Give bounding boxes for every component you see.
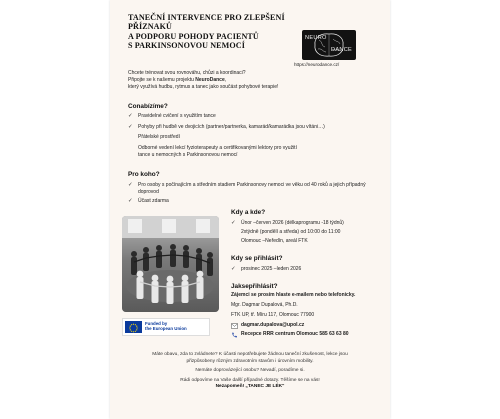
when-item-2	[231, 229, 391, 236]
intro-line-2-suffix: ,	[224, 77, 227, 84]
contact-email-row	[231, 322, 396, 329]
forwhom-item-1	[128, 182, 378, 196]
check-icon: ✓	[128, 197, 133, 204]
eu-line-2: the European Union	[145, 326, 187, 332]
dance-photo-illustration	[122, 216, 219, 312]
contact-instruction: Zájemci se prosím hlaste e-mailem nebo telefonicky.	[231, 292, 356, 298]
eu-line-1: Funded by	[145, 321, 168, 326]
contact-phone-row	[231, 331, 401, 338]
footer-block	[126, 352, 374, 391]
offer-item-1	[128, 113, 383, 120]
footer-line-5: Nezapomeň! „TANEC JE LÉK"	[215, 384, 285, 390]
eu-flag-icon	[125, 321, 142, 333]
check-icon: ✓	[231, 265, 236, 272]
contact-phone[interactable]: Recepce RRR centrum Olomouc 585 63 63 80	[241, 331, 349, 337]
forwhom-item-2-text: Účast zdarma	[138, 198, 169, 204]
when-item-3	[231, 238, 391, 245]
forwhom-heading: Pro koho?	[128, 171, 160, 178]
when-line-3: Olomouc –Neředín, areál FTK	[241, 238, 308, 244]
logo-word-right: DANCE	[331, 47, 353, 53]
title-line-2: A PODPORU POHODY PACIENTŮ	[128, 31, 259, 41]
check-icon: ✓	[231, 219, 236, 226]
when-item-1	[231, 220, 391, 227]
flyer-title	[128, 13, 328, 50]
offer-item-2-text: Pohyby při hudbě ve dvojicích (partner/partnerka, kamarád/kamarádka jsou vítáni…)	[138, 124, 325, 130]
when-line-2: 2xtýdně (pondělí a středa) od 10:00 do 11:00	[241, 229, 341, 235]
footer-line-4: Rádi odpovíme na Vaše další případné dotazy. Těšíme se na vás!	[180, 377, 320, 383]
intro-line-1: Chcete trénovat svou rovnováhu, chůzi a koordinaci?	[128, 70, 246, 76]
signup-item-1	[231, 266, 391, 273]
offer-item-4	[128, 145, 308, 159]
contact-heading: Jaksepřihlásit?	[231, 283, 278, 290]
forwhom-item-2	[128, 198, 338, 205]
signup-heading: Kdy se přihlásit?	[231, 255, 283, 262]
intro-line-2-prefix: Připojte se k našemu projektu	[128, 77, 196, 84]
contact-name: Mgr. Dagmar Dupalová, Ph.D.	[231, 302, 298, 308]
mail-icon	[231, 323, 238, 329]
footer-line-3: Nemáte doprovázející osobu? Nevadí, poradíme si.	[195, 368, 305, 374]
title-line-1: TANEČNÍ INTERVENCE PRO ZLEPŠENÍ PŘÍZNAKŮ	[128, 13, 285, 32]
phone-icon	[231, 332, 238, 338]
when-heading: Kdy a kde?	[231, 209, 266, 216]
dance-group-photo	[122, 216, 219, 312]
check-icon: ✓	[128, 112, 133, 119]
offer-item-4-text: Odborné vedení lekcí fyzioterapeuty a certifikovanými lektory pro využití tance u nemocných s Parkinsonovou nemocí	[138, 145, 297, 158]
check-icon: ✓	[128, 123, 133, 130]
logo-url[interactable]: https://neurodance.cz/	[294, 62, 340, 67]
intro-line-3: který využívá hudbu, rytmus a tanec jako součást pohybové terapie!	[128, 84, 279, 91]
offer-item-2	[128, 124, 383, 131]
signup-line-1: prosinec 2025 –leden 2026	[241, 266, 302, 272]
offer-heading: Conabízíme?	[128, 103, 168, 110]
neurodance-logo	[302, 30, 356, 60]
contact-address: FTK UP, tř. Míru 117, Olomouc 77900	[231, 312, 315, 318]
logo-word-left: NEURO	[305, 35, 327, 41]
intro-block	[128, 70, 378, 92]
check-icon: ✓	[128, 181, 133, 188]
offer-item-3	[128, 134, 383, 141]
footer-line-2: přizpůsobeny různým zdravotním stavům i úrovním mobility.	[186, 358, 314, 364]
offer-item-1-text: Pravidelné cvičení s využitím tance	[138, 113, 216, 119]
intro-line-2	[128, 77, 378, 84]
forwhom-item-1-text: Pro osoby s počínajícím a středním stadiem Parkinsonovy nemoci ve věku od 40 roků a jejich případný doprovod	[138, 182, 366, 195]
contact-email[interactable]: dagmar.dupalova@upol.cz	[241, 322, 305, 328]
footer-line-1: Máte obavu, zda to zvládnete? K účasti nepotřebujete žádnou taneční zkušenost, lekce jsou	[152, 352, 348, 357]
intro-project-name: NeuroDance	[195, 77, 225, 84]
eu-funding-badge	[122, 318, 210, 336]
flyer-page	[110, 0, 390, 419]
title-line-3: S PARKINSONOVOU NEMOCÍ	[128, 40, 246, 50]
offer-item-3-text: Přátelské prostředí	[138, 134, 180, 140]
eu-funding-text	[145, 321, 187, 331]
when-line-1: Únor –červen 2026 (délkaprogramu -18 týdnů)	[241, 220, 344, 226]
